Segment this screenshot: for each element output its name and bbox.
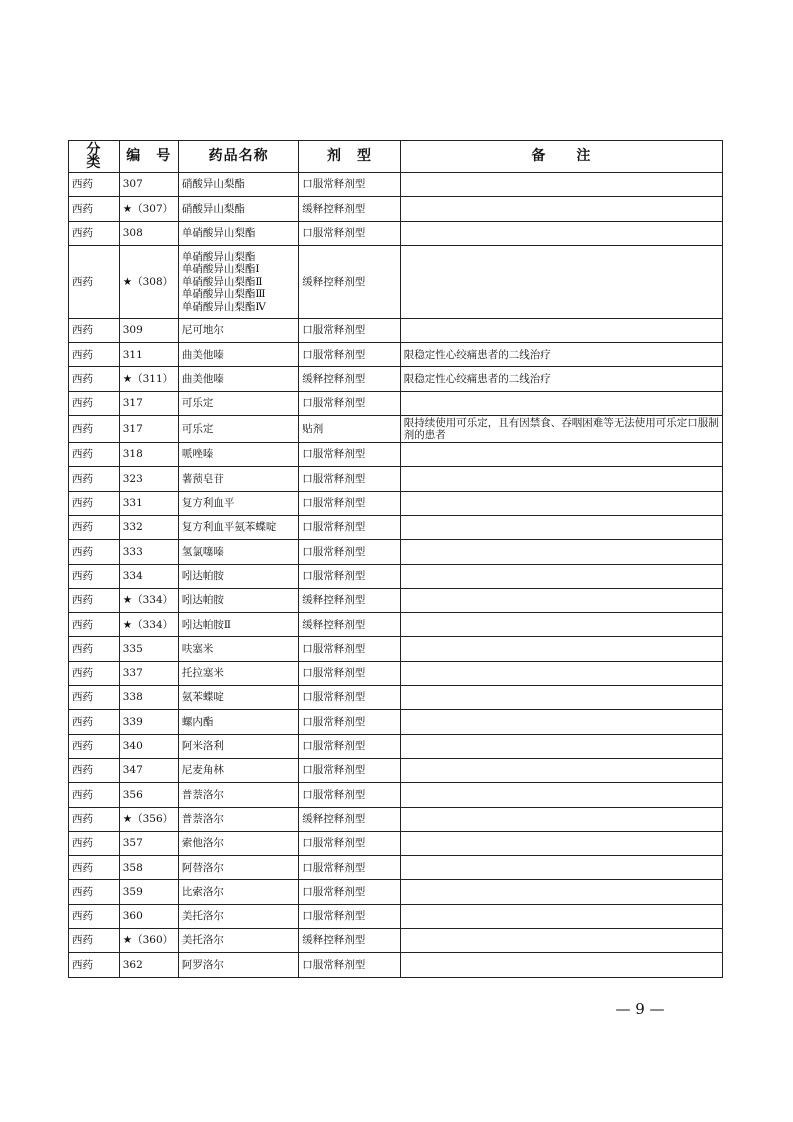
cell-note	[400, 783, 722, 807]
table-row	[69, 564, 723, 588]
cell-code: 323	[119, 467, 178, 491]
cell-form: 贴剂	[299, 416, 400, 443]
cell-category: 西药	[69, 831, 120, 855]
cell-code: ★（308）	[119, 245, 178, 318]
cell-code: ★（360）	[119, 929, 178, 953]
table-row	[69, 734, 723, 758]
cell-category: 西药	[69, 197, 120, 221]
table-header-row	[69, 141, 723, 173]
cell-form: 口服常释剂型	[299, 734, 400, 758]
cell-category: 西药	[69, 710, 120, 734]
cell-form: 口服常释剂型	[299, 637, 400, 661]
cell-name: 尼可地尔	[178, 318, 298, 342]
cell-category: 西药	[69, 343, 120, 367]
cell-name: 硝酸异山梨酯	[178, 197, 298, 221]
cell-code: 311	[119, 343, 178, 367]
cell-code: 337	[119, 661, 178, 685]
cell-category: 西药	[69, 416, 120, 443]
cell-category: 西药	[69, 588, 120, 612]
cell-name: 吲达帕胺	[178, 564, 298, 588]
cell-code: 308	[119, 221, 178, 245]
cell-form: 口服常释剂型	[299, 515, 400, 539]
cell-form: 口服常释剂型	[299, 540, 400, 564]
cell-name: 哌唑嗪	[178, 443, 298, 467]
table-row	[69, 929, 723, 953]
table-row	[69, 880, 723, 904]
cell-category: 西药	[69, 686, 120, 710]
cell-code: ★（311）	[119, 367, 178, 391]
table-row	[69, 221, 723, 245]
cell-category: 西药	[69, 613, 120, 637]
table-row	[69, 197, 723, 221]
cell-note	[400, 318, 722, 342]
table-row	[69, 661, 723, 685]
cell-code: 335	[119, 637, 178, 661]
cell-category: 西药	[69, 734, 120, 758]
cell-name: 美托洛尔	[178, 904, 298, 928]
cell-name: 美托洛尔	[178, 929, 298, 953]
cell-category: 西药	[69, 564, 120, 588]
cell-code: 307	[119, 173, 178, 197]
cell-note	[400, 953, 722, 977]
cell-note	[400, 467, 722, 491]
cell-form: 口服常释剂型	[299, 221, 400, 245]
cell-code: 317	[119, 391, 178, 415]
cell-category: 西药	[69, 661, 120, 685]
cell-note	[400, 491, 722, 515]
cell-note	[400, 540, 722, 564]
name-line: 单硝酸异山梨酯Ⅲ	[181, 288, 266, 301]
cell-code: ★（307）	[119, 197, 178, 221]
cell-note	[400, 880, 722, 904]
cell-form: 缓释控释剂型	[299, 197, 400, 221]
cell-code: 332	[119, 515, 178, 539]
cell-category: 西药	[69, 929, 120, 953]
cell-form: 口服常释剂型	[299, 710, 400, 734]
cell-code: 333	[119, 540, 178, 564]
name-line: 单硝酸异山梨酯Ⅱ	[181, 275, 263, 288]
table-row	[69, 588, 723, 612]
cell-category: 西药	[69, 783, 120, 807]
cell-note: 限持续使用可乐定，且有因禁食、吞咽困难等无法使用可乐定口服制剂的患者	[400, 416, 722, 443]
cell-code: 338	[119, 686, 178, 710]
cell-note	[400, 564, 722, 588]
table-row	[69, 637, 723, 661]
cell-form: 口服常释剂型	[299, 953, 400, 977]
cell-note	[400, 856, 722, 880]
table-row	[69, 686, 723, 710]
cell-name: 可乐定	[178, 416, 298, 443]
header-code: 编 号	[119, 141, 178, 173]
cell-name: 螺内酯	[178, 710, 298, 734]
cell-note	[400, 613, 722, 637]
table-row	[69, 807, 723, 831]
cell-code: ★（334）	[119, 613, 178, 637]
table-row	[69, 953, 723, 977]
cell-name: 托拉塞米	[178, 661, 298, 685]
cell-name: 尼麦角林	[178, 758, 298, 782]
cell-note	[400, 588, 722, 612]
cell-form: 口服常释剂型	[299, 831, 400, 855]
cell-form: 口服常释剂型	[299, 343, 400, 367]
cell-name: 索他洛尔	[178, 831, 298, 855]
cell-code: 339	[119, 710, 178, 734]
cell-category: 西药	[69, 367, 120, 391]
cell-name: 硝酸异山梨酯	[178, 173, 298, 197]
cell-code: 334	[119, 564, 178, 588]
cell-note	[400, 929, 722, 953]
cell-form: 口服常释剂型	[299, 661, 400, 685]
table-row	[69, 318, 723, 342]
cell-note	[400, 245, 722, 318]
cell-form: 口服常释剂型	[299, 758, 400, 782]
cell-code: ★（356）	[119, 807, 178, 831]
cell-note	[400, 734, 722, 758]
cell-category: 西药	[69, 758, 120, 782]
cell-form: 口服常释剂型	[299, 318, 400, 342]
page-number: — 9 —	[615, 1000, 665, 1018]
table-row	[69, 443, 723, 467]
cell-form: 缓释控释剂型	[299, 245, 400, 318]
table-row	[69, 343, 723, 367]
table-row	[69, 783, 723, 807]
cell-code: 331	[119, 491, 178, 515]
header-name: 药品名称	[178, 141, 298, 173]
cell-note: 限稳定性心绞痛患者的二线治疗	[400, 367, 722, 391]
cell-form: 缓释控释剂型	[299, 588, 400, 612]
cell-category: 西药	[69, 318, 120, 342]
cell-code: 317	[119, 416, 178, 443]
cell-name: 氢氯噻嗪	[178, 540, 298, 564]
cell-note	[400, 515, 722, 539]
cell-name: 氨苯蝶啶	[178, 686, 298, 710]
cell-name: 普萘洛尔	[178, 807, 298, 831]
table-row	[69, 416, 723, 443]
header-form: 剂 型	[299, 141, 400, 173]
cell-category: 西药	[69, 540, 120, 564]
cell-name: 普萘洛尔	[178, 783, 298, 807]
cell-note	[400, 831, 722, 855]
cell-name: 薯蓣皂苷	[178, 467, 298, 491]
cell-category: 西药	[69, 491, 120, 515]
cell-name: 吲达帕胺Ⅱ	[178, 613, 298, 637]
cell-note	[400, 686, 722, 710]
cell-form: 口服常释剂型	[299, 856, 400, 880]
cell-category: 西药	[69, 856, 120, 880]
cell-note: 限稳定性心绞痛患者的二线治疗	[400, 343, 722, 367]
cell-name: 复方利血平氨苯蝶啶	[178, 515, 298, 539]
cell-form: 口服常释剂型	[299, 443, 400, 467]
cell-name: 阿罗洛尔	[178, 953, 298, 977]
table-row	[69, 831, 723, 855]
cell-name: 呋塞米	[178, 637, 298, 661]
cell-name: 阿替洛尔	[178, 856, 298, 880]
cell-category: 西药	[69, 904, 120, 928]
header-category: 分 类	[69, 141, 120, 173]
table-row	[69, 904, 723, 928]
cell-form: 口服常释剂型	[299, 173, 400, 197]
table-row	[69, 391, 723, 415]
cell-code: 318	[119, 443, 178, 467]
table-row	[69, 856, 723, 880]
cell-code: 309	[119, 318, 178, 342]
cell-note	[400, 807, 722, 831]
cell-form: 缓释控释剂型	[299, 367, 400, 391]
table-row	[69, 467, 723, 491]
cell-code: 357	[119, 831, 178, 855]
cell-name	[178, 245, 298, 318]
table-row	[69, 540, 723, 564]
table-row	[69, 613, 723, 637]
cell-code: 362	[119, 953, 178, 977]
table-body	[69, 173, 723, 978]
cell-code: 358	[119, 856, 178, 880]
name-line: 单硝酸异山梨酯Ⅰ	[181, 263, 260, 276]
cell-note	[400, 904, 722, 928]
name-line: 单硝酸异山梨酯	[181, 250, 256, 263]
cell-note	[400, 637, 722, 661]
cell-form: 口服常释剂型	[299, 904, 400, 928]
drug-list-table	[68, 140, 723, 978]
table-row	[69, 710, 723, 734]
cell-name: 曲美他嗪	[178, 343, 298, 367]
cell-note	[400, 173, 722, 197]
cell-form: 口服常释剂型	[299, 686, 400, 710]
table-row	[69, 245, 723, 318]
cell-note	[400, 758, 722, 782]
cell-code: 347	[119, 758, 178, 782]
cell-note	[400, 197, 722, 221]
cell-category: 西药	[69, 515, 120, 539]
cell-note	[400, 710, 722, 734]
cell-category: 西药	[69, 173, 120, 197]
cell-name: 复方利血平	[178, 491, 298, 515]
cell-category: 西药	[69, 637, 120, 661]
table-row	[69, 758, 723, 782]
name-line: 单硝酸异山梨酯Ⅳ	[181, 300, 266, 313]
cell-note	[400, 221, 722, 245]
cell-category: 西药	[69, 443, 120, 467]
table-row	[69, 367, 723, 391]
cell-name: 比索洛尔	[178, 880, 298, 904]
cell-form: 口服常释剂型	[299, 491, 400, 515]
cell-name: 曲美他嗪	[178, 367, 298, 391]
cell-name: 阿米洛利	[178, 734, 298, 758]
cell-form: 缓释控释剂型	[299, 929, 400, 953]
cell-form: 口服常释剂型	[299, 880, 400, 904]
cell-category: 西药	[69, 807, 120, 831]
cell-form: 口服常释剂型	[299, 391, 400, 415]
cell-code: 359	[119, 880, 178, 904]
table-row	[69, 515, 723, 539]
cell-category: 西药	[69, 245, 120, 318]
table-row	[69, 173, 723, 197]
header-note: 备 注	[400, 141, 722, 173]
cell-name: 单硝酸异山梨酯	[178, 221, 298, 245]
cell-code: ★（334）	[119, 588, 178, 612]
cell-note	[400, 443, 722, 467]
cell-category: 西药	[69, 880, 120, 904]
cell-code: 360	[119, 904, 178, 928]
cell-category: 西药	[69, 953, 120, 977]
cell-category: 西药	[69, 221, 120, 245]
cell-form: 缓释控释剂型	[299, 613, 400, 637]
cell-code: 340	[119, 734, 178, 758]
cell-name: 可乐定	[178, 391, 298, 415]
cell-form: 口服常释剂型	[299, 783, 400, 807]
cell-note	[400, 391, 722, 415]
cell-note	[400, 661, 722, 685]
cell-form: 口服常释剂型	[299, 564, 400, 588]
cell-name: 吲达帕胺	[178, 588, 298, 612]
cell-form: 口服常释剂型	[299, 467, 400, 491]
cell-code: 356	[119, 783, 178, 807]
cell-category: 西药	[69, 391, 120, 415]
cell-form: 缓释控释剂型	[299, 807, 400, 831]
table-row	[69, 491, 723, 515]
cell-category: 西药	[69, 467, 120, 491]
